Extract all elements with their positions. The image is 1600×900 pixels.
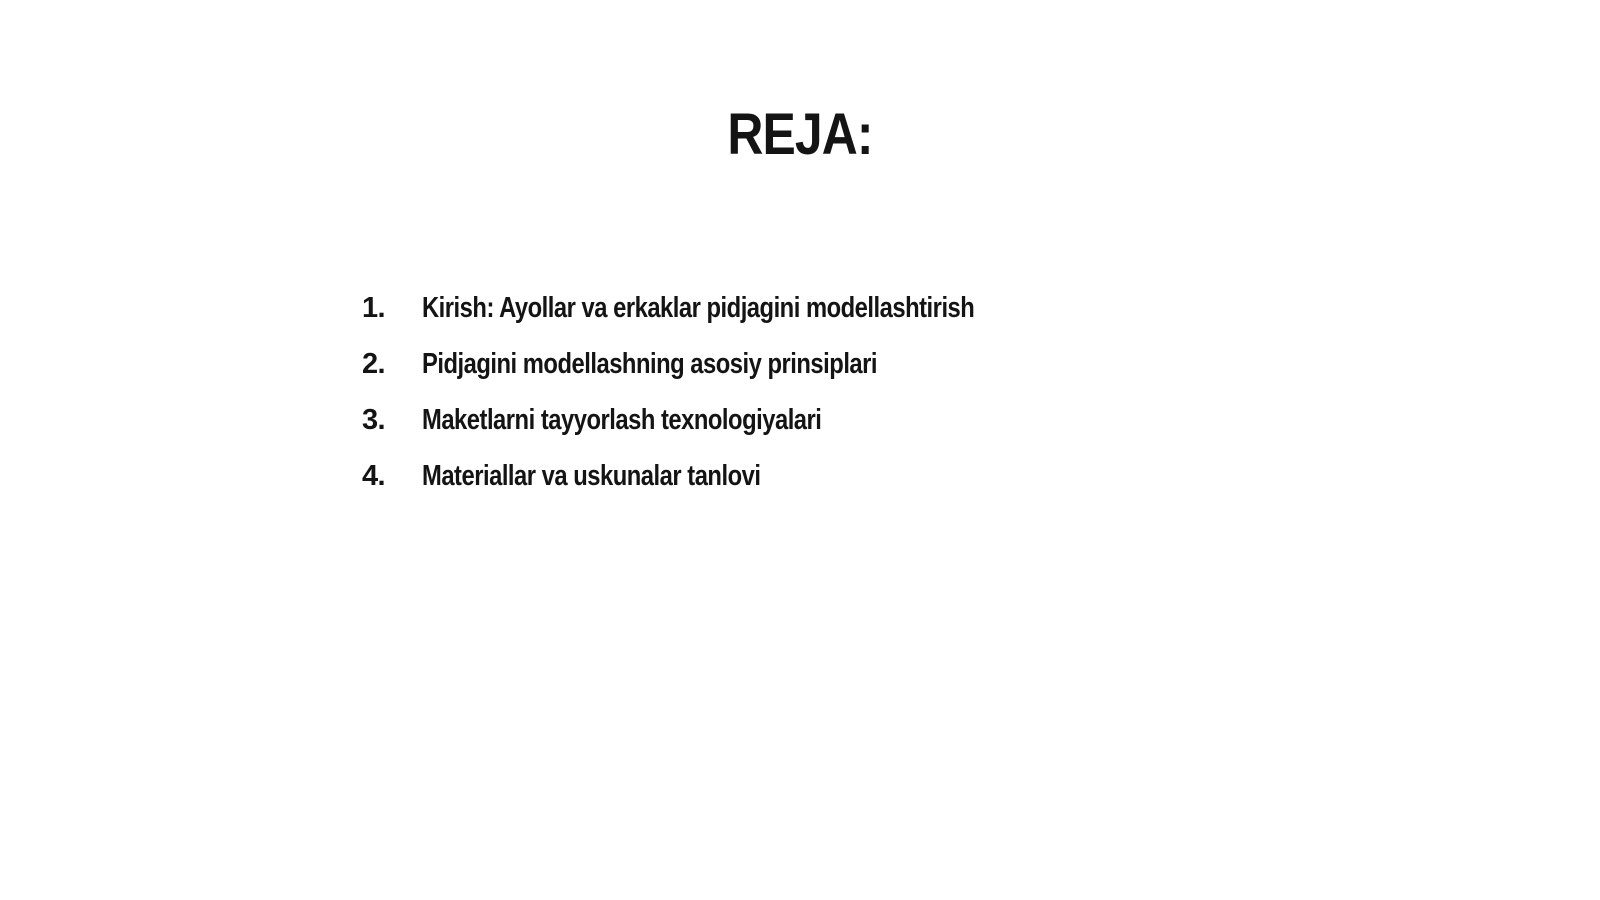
plan-item-number: 4. <box>362 460 385 492</box>
plan-item-text: Kirish: Ayollar va erkaklar pidjagini modellashtirish <box>422 292 975 324</box>
plan-item-number: 3. <box>362 404 385 436</box>
plan-item-text: Materiallar va uskunalar tanlovi <box>422 460 761 492</box>
plan-item-text: Pidjagini modellashning asosiy prinsiplari <box>422 348 878 380</box>
plan-item-number: 1. <box>362 292 385 324</box>
slide-title: REJA: <box>727 102 873 167</box>
plan-item-number: 2. <box>362 348 385 380</box>
plan-item-text: Maketlarni tayyorlash texnologiyalari <box>422 404 822 436</box>
